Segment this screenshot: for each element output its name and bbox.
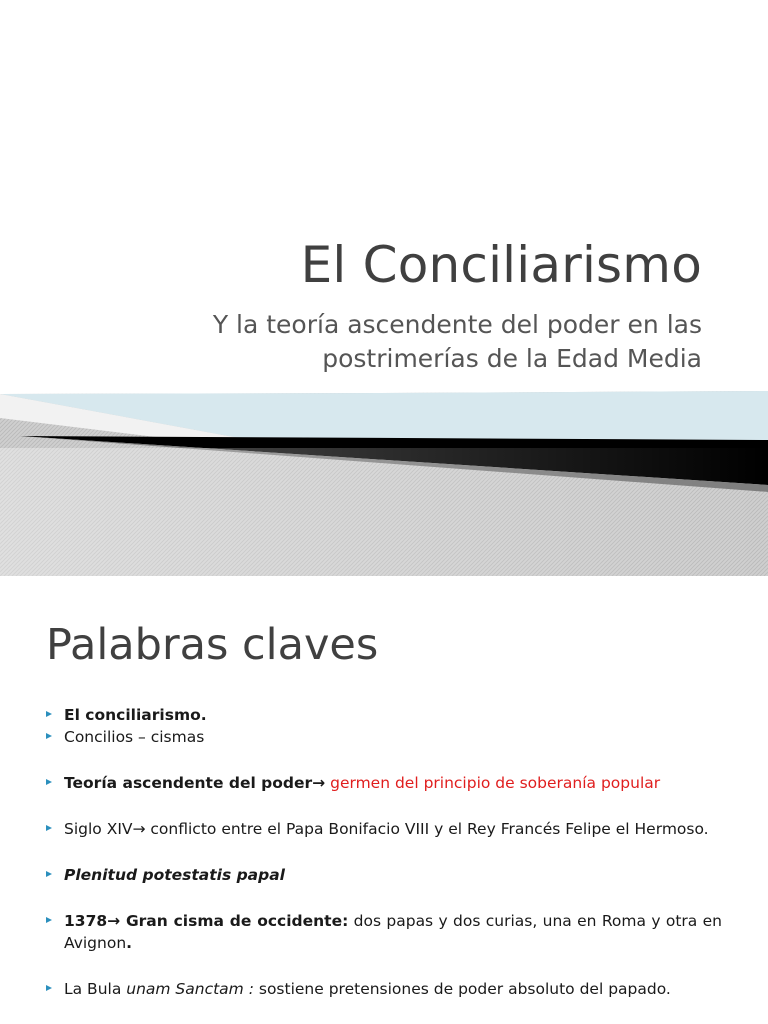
subtitle-line-1: Y la teoría ascendente del poder en las <box>212 310 702 339</box>
bullet-arrow-icon <box>46 733 52 739</box>
decorative-band <box>0 388 768 576</box>
band-soft-highlight <box>0 448 768 576</box>
bullet-arrow-icon <box>46 985 52 991</box>
bullet-list <box>46 704 722 1000</box>
bullet-arrow-icon <box>46 917 52 923</box>
subtitle-line-2: postrimerías de la Edad Media <box>322 344 702 373</box>
list-item: 1378→ Gran cisma de occidente: dos papas y dos curias, una en Roma y otra en Avignon. <box>46 910 722 954</box>
list-item: Concilios – cismas <box>46 726 722 748</box>
bullet-arrow-icon <box>46 871 52 877</box>
list-item: Siglo XIV→ conflicto entre el Papa Bonifacio VIII y el Rey Francés Felipe el Hermoso. <box>46 818 722 840</box>
list-item: Plenitud potestatis papal <box>46 864 722 886</box>
list-item: La Bula unam Sanctam : sostiene pretensiones de poder absoluto del papado. <box>46 978 722 1000</box>
content-slide <box>0 576 768 1024</box>
slide-subtitle <box>102 308 702 376</box>
bullet-arrow-icon <box>46 779 52 785</box>
slide-title: El Conciliarismo <box>300 236 702 294</box>
bullet-arrow-icon <box>46 825 52 831</box>
list-item: Teoría ascendente del poder→ germen del principio de soberanía popular <box>46 772 722 794</box>
bullet-arrow-icon <box>46 711 52 717</box>
slide-title: Palabras claves <box>46 620 379 670</box>
list-item: El conciliarismo. <box>46 704 722 726</box>
